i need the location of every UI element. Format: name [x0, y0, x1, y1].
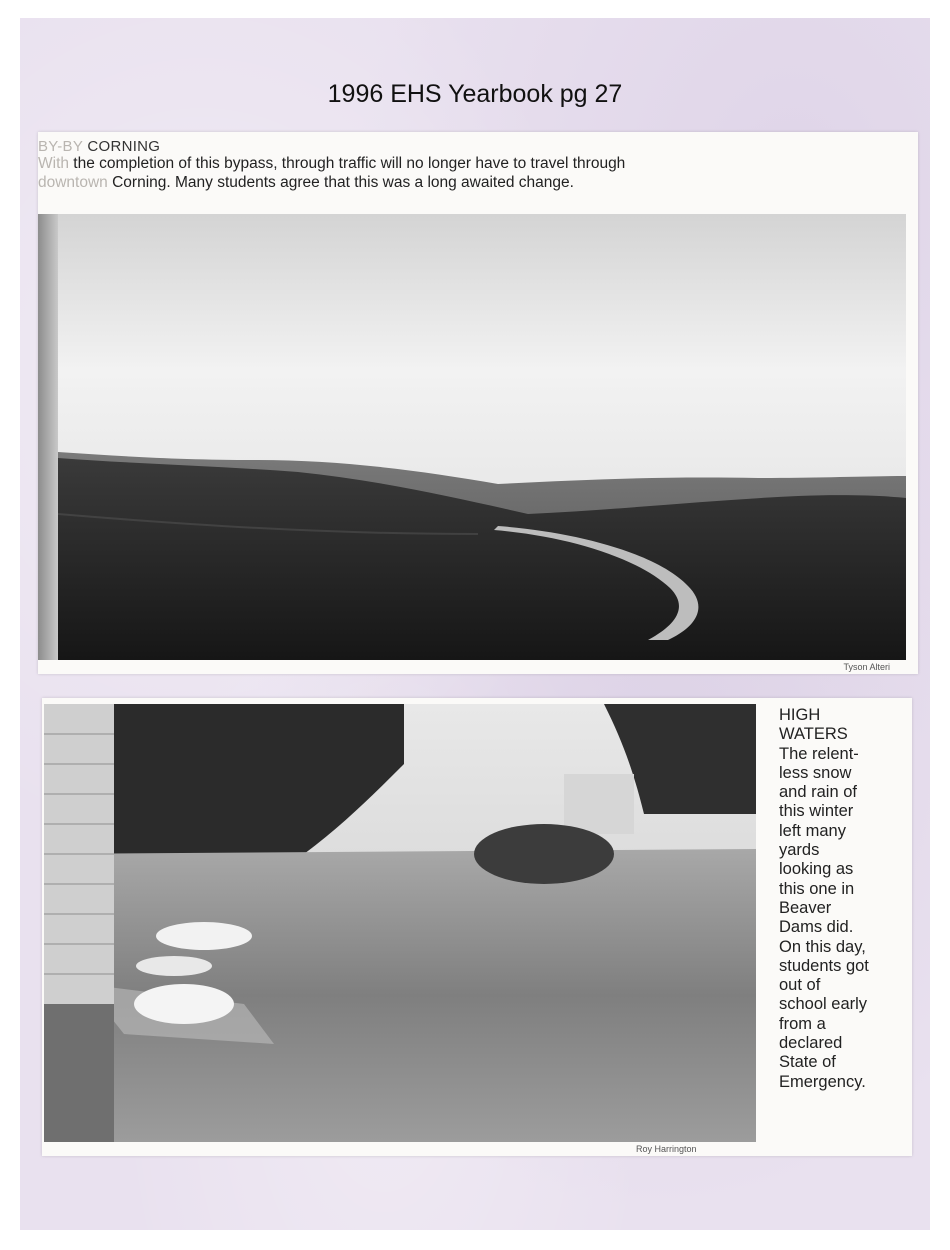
bypass-body-faded-start: With: [38, 155, 69, 172]
flooded-yard-illustration: [44, 704, 756, 1142]
snow-patch: [134, 984, 234, 1024]
flooded-yard-photo: [44, 704, 756, 1142]
bypass-caption-heading: [38, 138, 160, 155]
bypass-photo-credit: Tyson Alteri: [843, 662, 890, 672]
bypass-caption-body: [38, 154, 908, 192]
bypass-body-faded-line-2-start: downtown: [38, 174, 108, 191]
flood-photo-credit: Roy Harrington: [636, 1144, 697, 1154]
bypass-highway-photo: [58, 214, 906, 660]
bypass-body-line-1: the completion of this bypass, through traffic will no longer have to travel through: [69, 155, 626, 172]
bypass-heading-faded-text: BY-BY: [38, 138, 83, 155]
page-binding-shadow: [38, 214, 60, 660]
page-title: 1996 EHS Yearbook pg 27: [327, 80, 623, 108]
house-foundation-shadow: [44, 1004, 114, 1142]
valley-highway-illustration: [58, 214, 906, 660]
flood-caption: HIGH WATERS The relent- less snow and rain of this winter left many yards looking as this one in Beaver Dams did. On this day, students got out of school early from a declared State of Emergency.: [779, 706, 869, 1091]
snow-patch: [156, 922, 252, 950]
snow-patch: [136, 956, 212, 976]
shrub: [474, 824, 614, 884]
bypass-body-line-2: Corning. Many students agree that this was a long awaited change.: [107, 174, 574, 191]
bypass-heading-text: CORNING: [82, 138, 161, 155]
distant-house: [564, 774, 634, 834]
